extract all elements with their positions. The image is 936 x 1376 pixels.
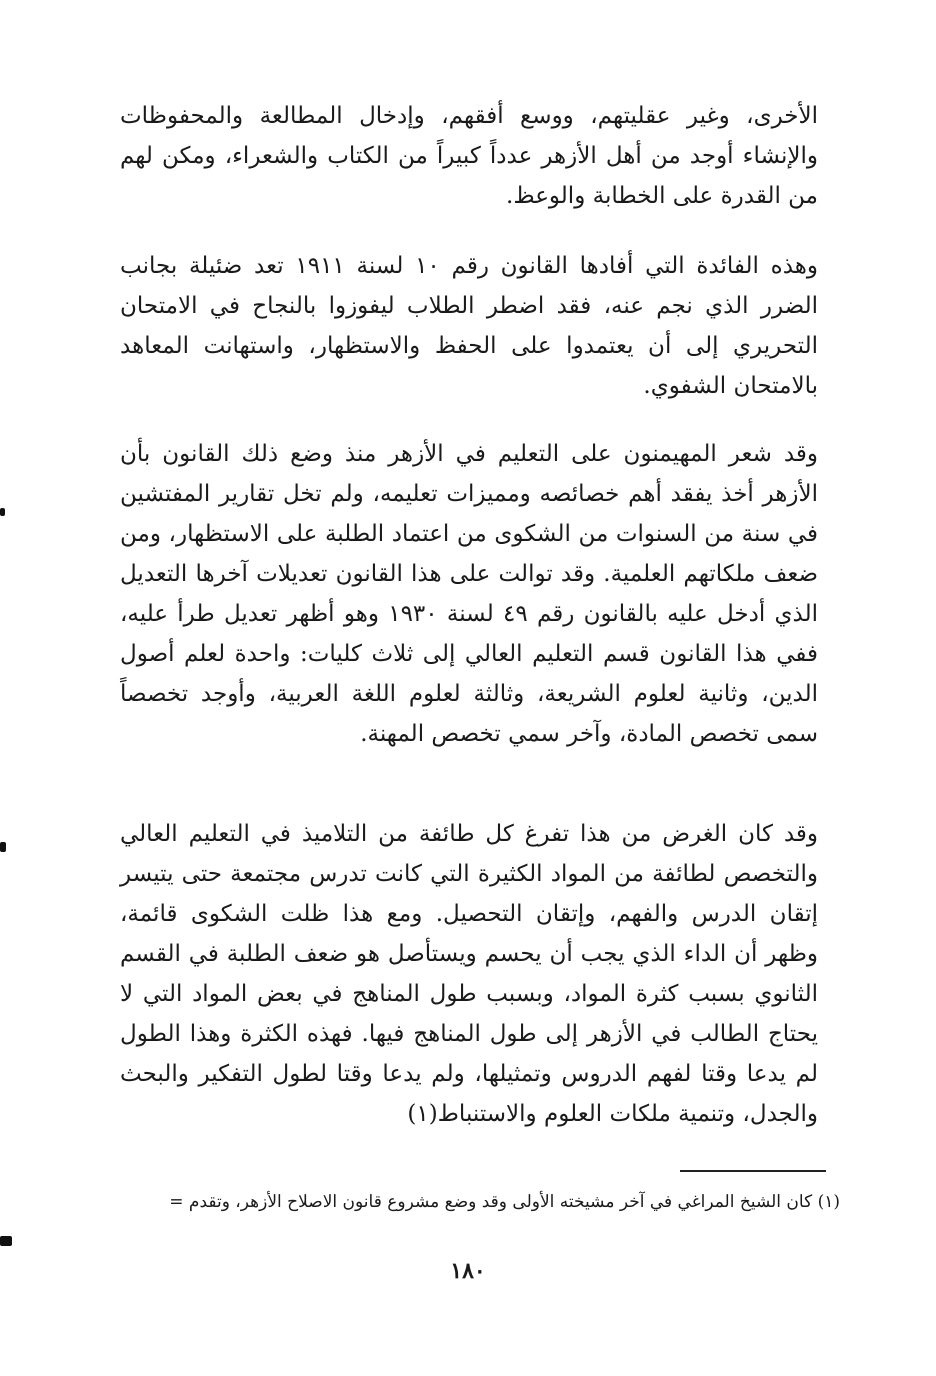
footnote: (١) كان الشيخ المراغي في آخر مشيخته الأولى وقد وضع مشروع قانون الاصلاح الأزهر، وتقدم = <box>169 1192 840 1212</box>
scan-mark <box>0 842 6 852</box>
page-number: ١٨٠ <box>450 1258 486 1284</box>
paragraph-4: وقد كان الغرض من هذا تفرغ كل طائفة من التلاميذ في التعليم العالي والتخصص لطائفة من المواد الكثيرة التي كانت تدرس مجتمعة حتى يتيسر إتقان الدرس والفهم، وإتقان التحصيل. ومع هذا ظلت الشكوى قائمة، وظهر أن الداء الذي يجب أن يحسم ويستأصل هو ضعف الطلبة في القسم الثانوي بسبب كثرة المواد، وبسبب طول المناهج في بعض المواد التي لا يحتاج الطالب في الأزهر إلى طول المناهج فيها. فهذه الكثرة وهذا الطول لم يدعا وقتا لفهم الدروس وتمثيلها، ولم يدعا وقتا لطول التفكير والبحث والجدل، وتنمية ملكات العلوم والاستنباط(١) <box>120 821 818 1127</box>
paragraph-3: وقد شعر المهيمنون على التعليم في الأزهر منذ وضع ذلك القانون بأن الأزهر أخذ يفقد أهم خصائصه ومميزات تعليمه، ولم تخل تقارير المفتشين في سنة من السنوات من الشكوى من اعتماد الطلبة على الاستظهار، ومن ضعف ملكاتهم العلمية. وقد توالت على هذا القانون تعديلات آخرها التعديل الذي أدخل عليه بالقانون رقم ٤٩ لسنة ١٩٣٠ وهو أظهر تعديل طرأ عليه، ففي هذا القانون قسم التعليم العالي إلى ثلاث كليات: واحدة لعلم أصول الدين، وثانية لعلوم الشريعة، وثالثة لعلوم اللغة العربية، وأوجد تخصصاً سمى تخصص المادة، وآخر سمي تخصص المهنة. <box>120 441 818 747</box>
scan-mark <box>0 508 5 516</box>
paragraph-1: الأخرى، وغير عقليتهم، ووسع أفقهم، وإدخال المطالعة والمحفوظات والإنشاء أوجد من أهل الأزهر عدداً كبيراً من الكتاب والشعراء، ومكن لهم من القدرة على الخطابة والوعظ. <box>120 103 818 209</box>
footnote-divider <box>680 1170 826 1172</box>
scan-mark <box>0 1236 12 1246</box>
paragraph-2: وهذه الفائدة التي أفادها القانون رقم ١٠ لسنة ١٩١١ تعد ضئيلة بجانب الضرر الذي نجم عنه، فقد اضطر الطلاب ليفوزوا بالنجاح في الامتحان التحريري إلى أن يعتمدوا على الحفظ والاستظهار، واستهانت المعاهد بالامتحان الشفوي. <box>120 253 818 399</box>
